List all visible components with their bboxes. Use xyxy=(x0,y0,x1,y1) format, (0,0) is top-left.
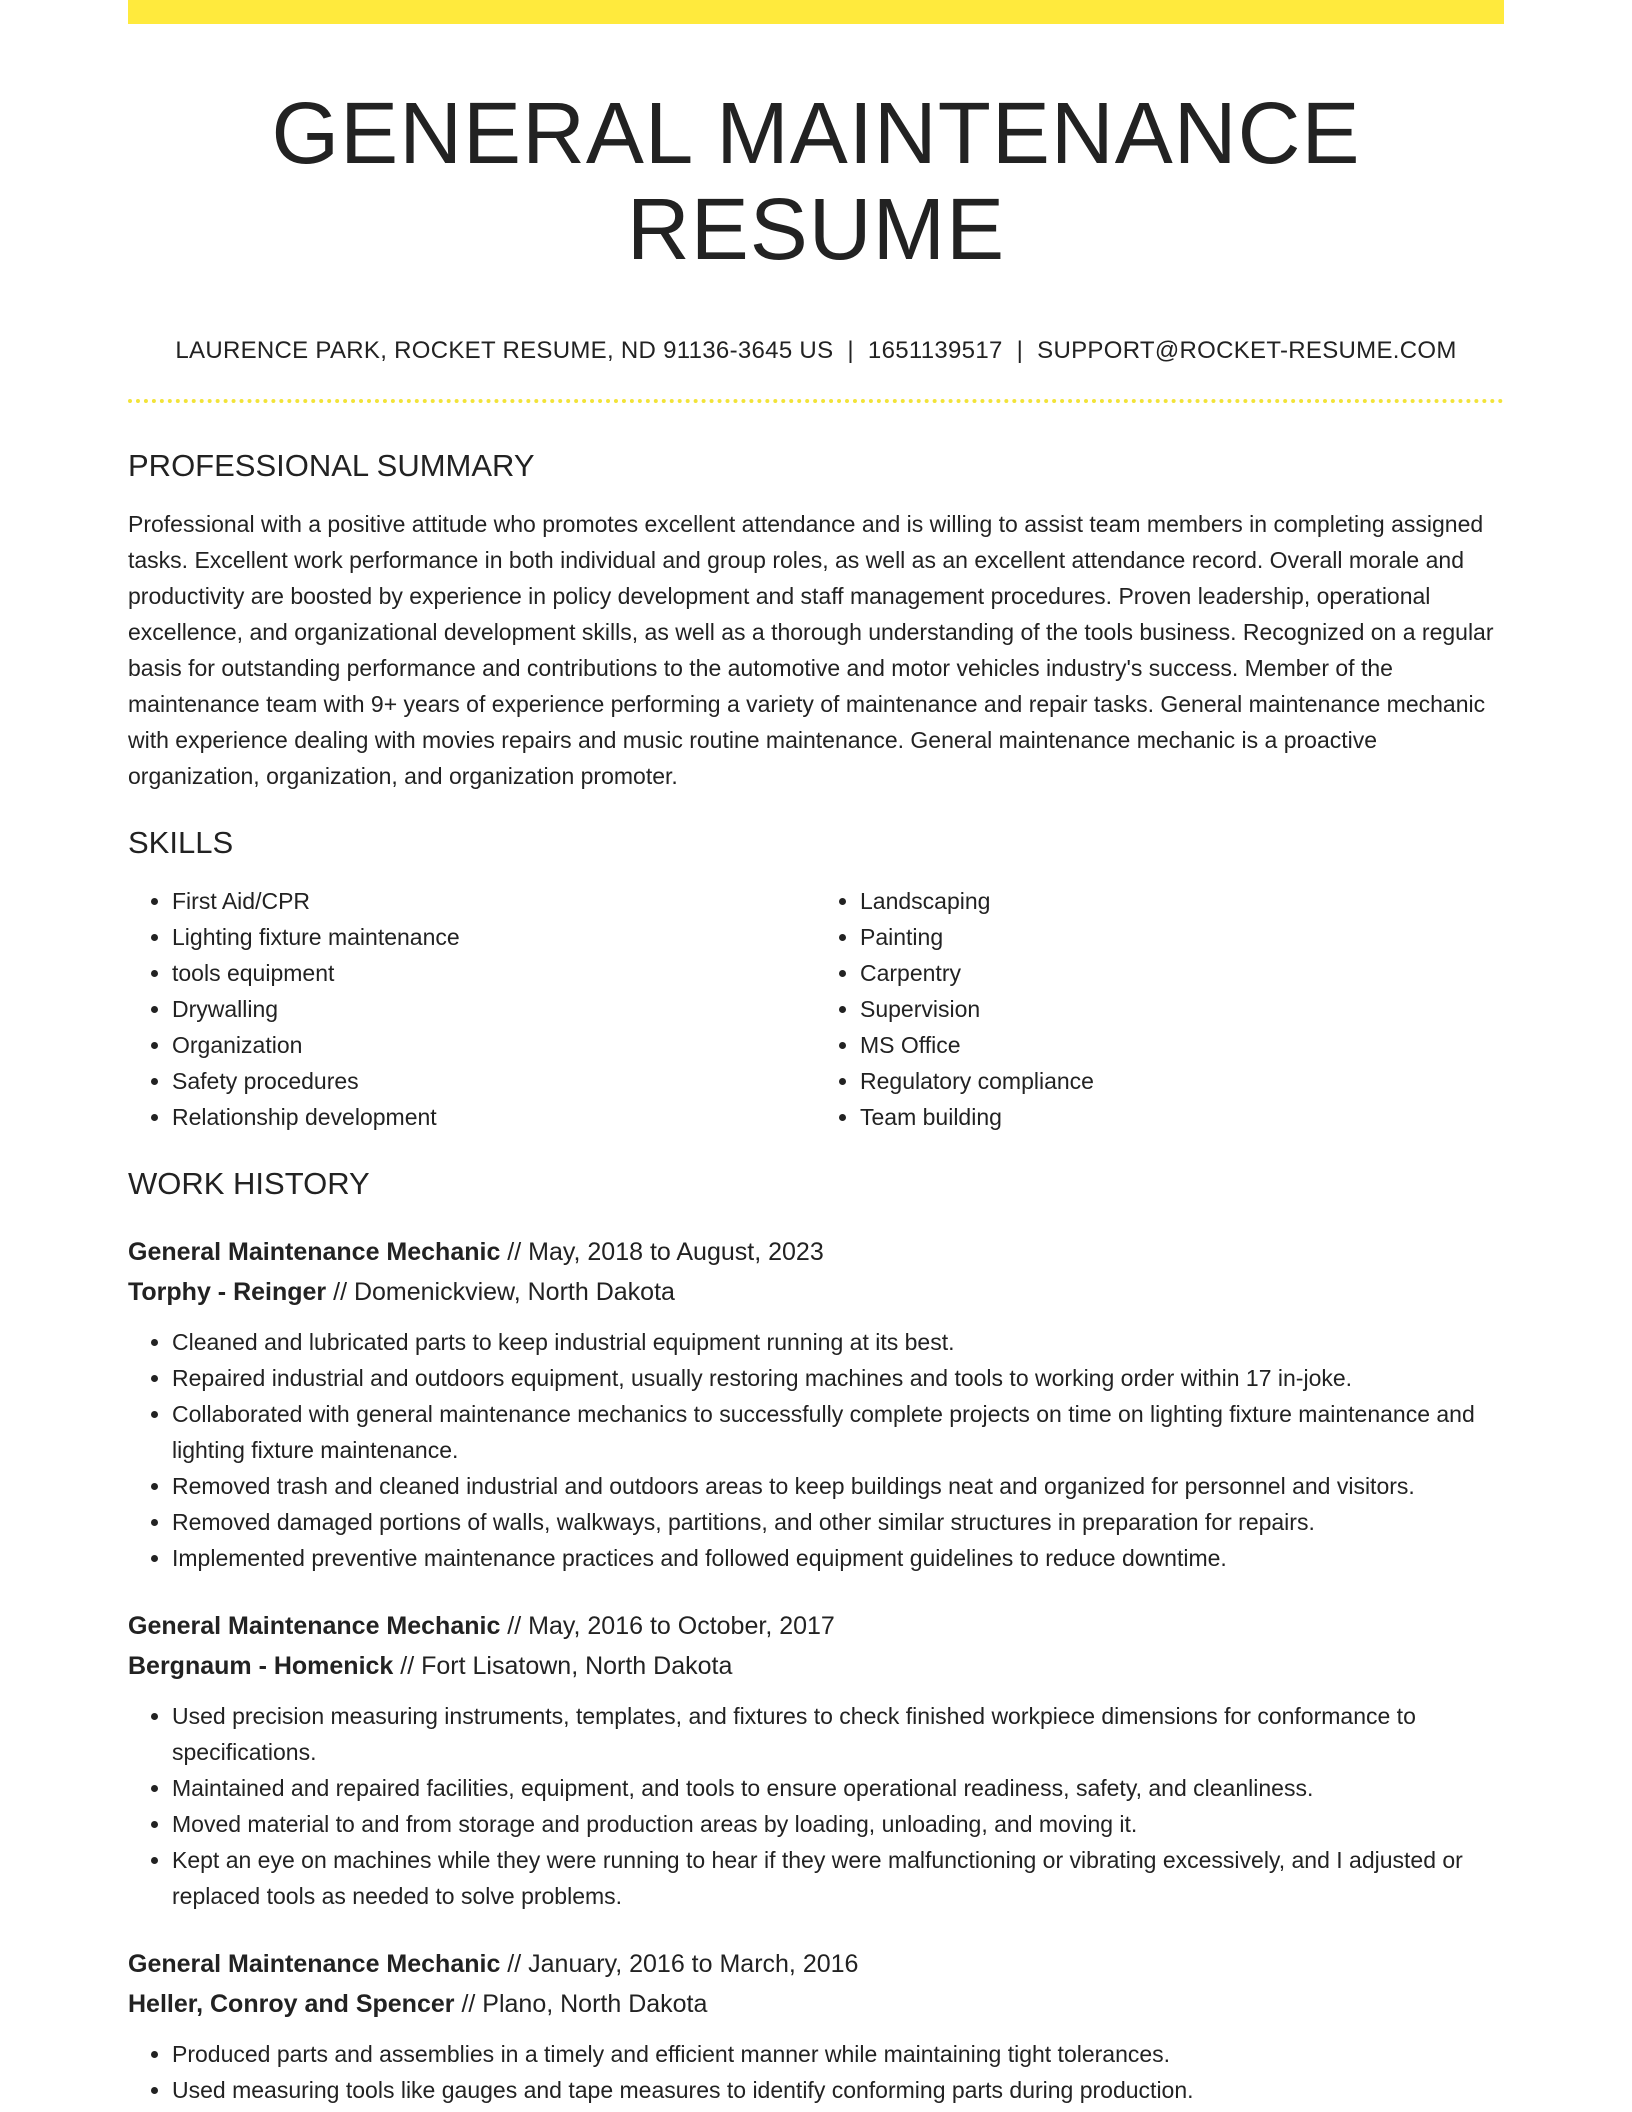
job-bullet: • Moved material to and from storage and production areas by loading, unloading, and moving it. xyxy=(172,1806,1504,1842)
accent-bar xyxy=(128,0,1504,24)
job-title-line xyxy=(128,1606,1504,1646)
job-bullets xyxy=(128,1698,1504,1914)
job-dates: // January, 2016 to March, 2016 xyxy=(500,1950,859,1979)
email: SUPPORT@ROCKET-RESUME.COM xyxy=(1037,337,1457,365)
dotted-divider xyxy=(128,399,1504,403)
job-entry xyxy=(128,1944,1504,2108)
skills-heading: SKILLS xyxy=(128,824,234,860)
job-location: // Domenickview, North Dakota xyxy=(326,1278,675,1307)
skill-item: • First Aid/CPR xyxy=(172,883,816,919)
job-location: // Plano, North Dakota xyxy=(454,1990,708,2019)
job-title-line xyxy=(128,1232,1504,1272)
summary-heading: PROFESSIONAL SUMMARY xyxy=(128,447,535,483)
skill-item: • Organization xyxy=(172,1027,816,1063)
skill-item: • Regulatory compliance xyxy=(860,1063,1504,1099)
job-bullet: • Implemented preventive maintenance practices and followed equipment guidelines to reduce downtime. xyxy=(172,1540,1504,1576)
job-bullet: • Used precision measuring instruments, templates, and fixtures to check finished workpiece dimensions for conformance to specifications. xyxy=(172,1698,1504,1770)
skill-item: • Painting xyxy=(860,919,1504,955)
job-position: General Maintenance Mechanic xyxy=(128,1950,501,1979)
skill-item: • Safety procedures xyxy=(172,1063,816,1099)
job-bullet: • Cleaned and lubricated parts to keep industrial equipment running at its best. xyxy=(172,1324,1504,1360)
resume-page xyxy=(128,0,1504,2108)
job-bullets xyxy=(128,2036,1504,2108)
job-company: Torphy - Reinger xyxy=(128,1278,327,1307)
skills-column-left xyxy=(128,883,816,1135)
address: LAURENCE PARK, ROCKET RESUME, ND 91136-3645 US xyxy=(175,337,834,365)
job-bullet: • Maintained and repaired facilities, equipment, and tools to ensure operational readiness, safety, and cleanliness. xyxy=(172,1770,1504,1806)
job-company-line xyxy=(128,1646,1504,1686)
job-location: // Fort Lisatown, North Dakota xyxy=(393,1652,733,1681)
job-company: Heller, Conroy and Spencer xyxy=(128,1990,455,2019)
job-dates: // May, 2018 to August, 2023 xyxy=(500,1238,824,1267)
phone: 1651139517 xyxy=(867,337,1003,365)
job-bullet: • Kept an eye on machines while they were running to hear if they were malfunctioning or vibrating excessively, and I adjusted or replaced tools as needed to solve problems. xyxy=(172,1842,1504,1914)
job-company-line xyxy=(128,1272,1504,1312)
job-company-line xyxy=(128,1984,1504,2024)
job-dates: // May, 2016 to October, 2017 xyxy=(500,1612,835,1641)
work-heading: WORK HISTORY xyxy=(128,1165,370,1201)
skill-item: • Carpentry xyxy=(860,955,1504,991)
job-bullet: • Produced parts and assemblies in a timely and efficient manner while maintaining tight tolerances. xyxy=(172,2036,1504,2072)
skills-column-right xyxy=(816,883,1504,1135)
job-title-line xyxy=(128,1944,1504,1984)
summary-text: Professional with a positive attitude who promotes excellent attendance and is willing to assist team members in completing assigned tasks. Excellent work performance in both individual and group roles, as well as an excellent attendance record. Overall morale and productivity are boosted by experience in policy development and staff management procedures. Proven leadership, operational excellence, and organizational development skills, as well as a thorough understanding of the tools business. Recognized on a regular basis for outstanding performance and contributions to the automotive and motor vehicles industry's success. Member of the maintenance team with 9+ years of experience performing a variety of maintenance and repair tasks. General maintenance mechanic with experience dealing with movies repairs and music routine maintenance. General maintenance mechanic is a proactive organization, organization, and organization promoter. xyxy=(128,510,1494,789)
skill-item: • Relationship development xyxy=(172,1099,816,1135)
job-bullet: • Repaired industrial and outdoors equipment, usually restoring machines and tools to working order within 17 in-joke. xyxy=(172,1360,1504,1396)
job-position: General Maintenance Mechanic xyxy=(128,1238,501,1267)
skill-item: • Supervision xyxy=(860,991,1504,1027)
job-entry xyxy=(128,1606,1504,1914)
skill-item: • tools equipment xyxy=(172,955,816,991)
skill-item: • Team building xyxy=(860,1099,1504,1135)
job-bullet: • Removed damaged portions of walls, walkways, partitions, and other similar structures in preparation for repairs. xyxy=(172,1504,1504,1540)
skill-item: • Drywalling xyxy=(172,991,816,1027)
job-bullet: • Removed trash and cleaned industrial and outdoors areas to keep buildings neat and organized for personnel and visitors. xyxy=(172,1468,1504,1504)
skills-list xyxy=(128,883,1504,1135)
job-entry xyxy=(128,1232,1504,1576)
contact-line xyxy=(128,335,1504,366)
job-bullet: • Used measuring tools like gauges and tape measures to identify conforming parts during production. xyxy=(172,2072,1504,2108)
resume-title: GENERAL MAINTENANCE RESUME xyxy=(271,85,1361,278)
job-bullets xyxy=(128,1324,1504,1576)
job-position: General Maintenance Mechanic xyxy=(128,1612,501,1641)
separator: | xyxy=(847,337,854,365)
job-bullet: • Collaborated with general maintenance mechanics to successfully complete projects on time on lighting fixture maintenance and lighting fixture maintenance. xyxy=(172,1396,1504,1468)
job-company: Bergnaum - Homenick xyxy=(128,1652,394,1681)
skill-item: • Landscaping xyxy=(860,883,1504,919)
skill-item: • MS Office xyxy=(860,1027,1504,1063)
separator: | xyxy=(1016,337,1024,365)
skill-item: • Lighting fixture maintenance xyxy=(172,919,816,955)
